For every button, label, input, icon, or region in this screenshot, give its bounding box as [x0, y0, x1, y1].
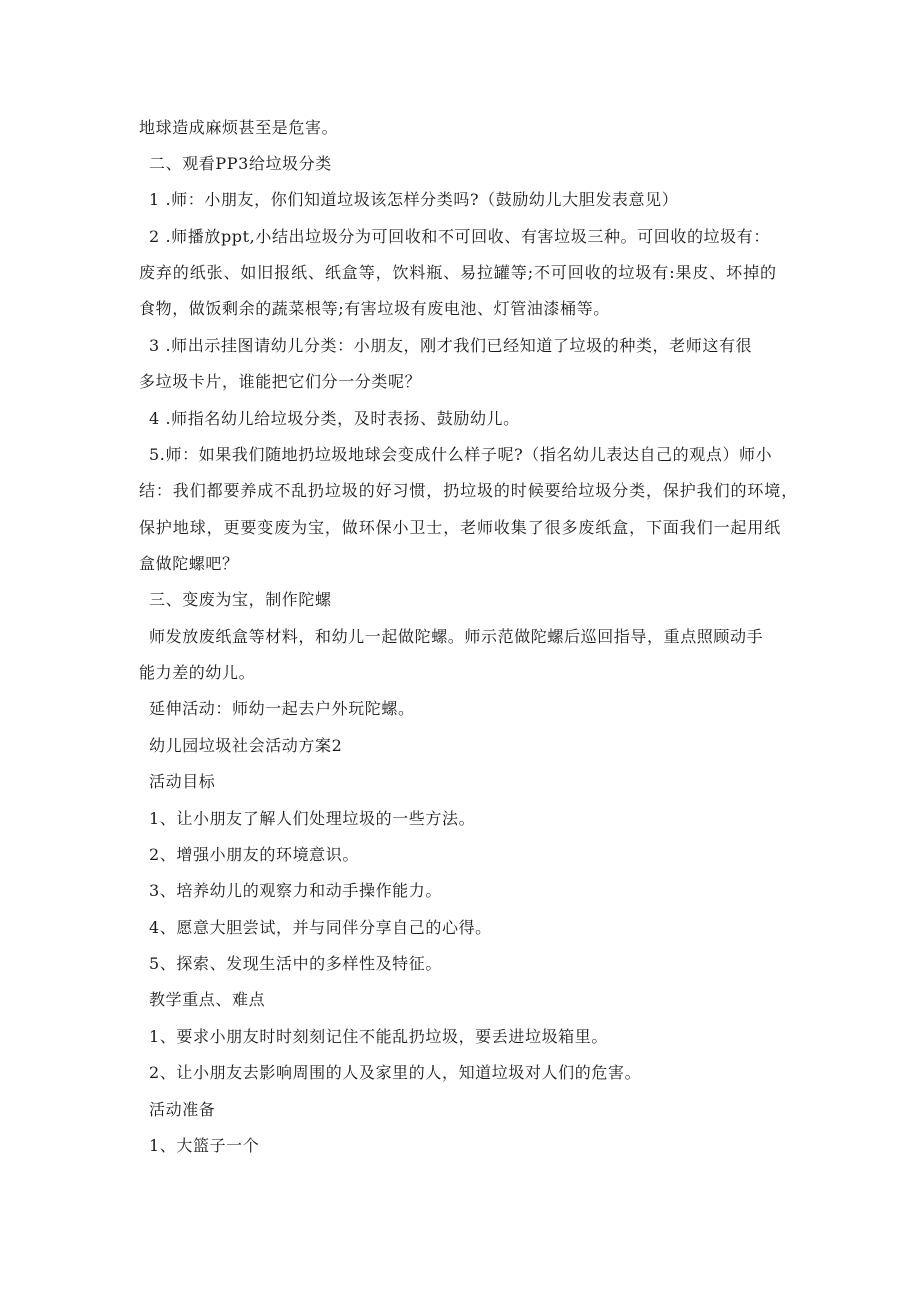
paragraph-line: 2 .师播放ppt,小结出垃圾分为可回收和不可回收、有害垃圾三种。可回收的垃圾有： [149, 227, 770, 246]
paragraph-line: 1 .师：小朋友，你们知道垃圾该怎样分类吗?（鼓励幼儿大胆发表意见） [149, 190, 679, 209]
paragraph-line: 延伸活动：师幼一起去户外玩陀螺。 [149, 699, 415, 718]
section-heading: 教学重点、难点 [149, 990, 266, 1009]
list-item: 2、增强小朋友的环境意识。 [149, 845, 359, 864]
paragraph-line: 保护地球，更要变废为宝，做环保小卫士，老师收集了很多废纸盒，下面我们一起用纸 [139, 518, 782, 537]
paragraph-line: 能力差的幼儿。 [139, 663, 256, 682]
paragraph-line: 地球造成麻烦甚至是危害。 [139, 118, 339, 137]
paragraph-line: 多垃圾卡片，谁能把它们分一分类呢？ [139, 372, 422, 391]
list-item: 1、大篮子一个 [149, 1136, 260, 1155]
section-heading: 二、观看PP3给垃圾分类 [149, 154, 332, 173]
section-heading: 活动准备 [149, 1100, 216, 1119]
paragraph-line: 师发放废纸盒等材料，和幼儿一起做陀螺。师示范做陀螺后巡回指导，重点照顾动手 [149, 627, 764, 646]
section-heading: 活动目标 [149, 772, 216, 791]
paragraph-line: 5.师：如果我们随地扔垃圾地球会变成什么样子呢?（指名幼儿表达自己的观点）师小 [149, 445, 773, 464]
list-item: 4、愿意大胆尝试，并与同伴分享自己的心得。 [149, 918, 492, 937]
list-item: 5、探索、发现生活中的多样性及特征。 [149, 954, 442, 973]
paragraph-line: 盒做陀螺吧？ [139, 554, 239, 573]
paragraph-line: 3 .师出示挂图请幼儿分类：小朋友，刚才我们已经知道了垃圾的种类，老师这有很 [149, 336, 753, 355]
list-item: 1、让小朋友了解人们处理垃圾的一些方法。 [149, 809, 476, 828]
paragraph-line: 4 .师指名幼儿给垃圾分类，及时表扬、鼓励幼儿。 [149, 409, 520, 428]
list-item: 1、要求小朋友时时刻刻记住不能乱扔垃圾，要丢进垃圾箱里。 [149, 1027, 608, 1046]
paragraph-line: 食物，做饭剩余的蔬菜根等;有害垃圾有废电池、灯管油漆桶等。 [139, 299, 610, 318]
section-heading: 三、变废为宝，制作陀螺 [149, 590, 332, 609]
list-item: 3、培养幼儿的观察力和动手操作能力。 [149, 881, 442, 900]
document-title: 幼儿园垃圾社会活动方案2 [149, 736, 343, 755]
list-item: 2、让小朋友去影响周围的人及家里的人，知道垃圾对人们的危害。 [149, 1063, 642, 1082]
paragraph-line: 结：我们都要养成不乱扔垃圾的好习惯，扔垃圾的时候要给垃圾分类，保护我们的环境， [139, 481, 799, 500]
paragraph-line: 废弃的纸张、如旧报纸、纸盒等，饮料瓶、易拉罐等;不可回收的垃圾有:果皮、坏掉的 [139, 263, 777, 282]
